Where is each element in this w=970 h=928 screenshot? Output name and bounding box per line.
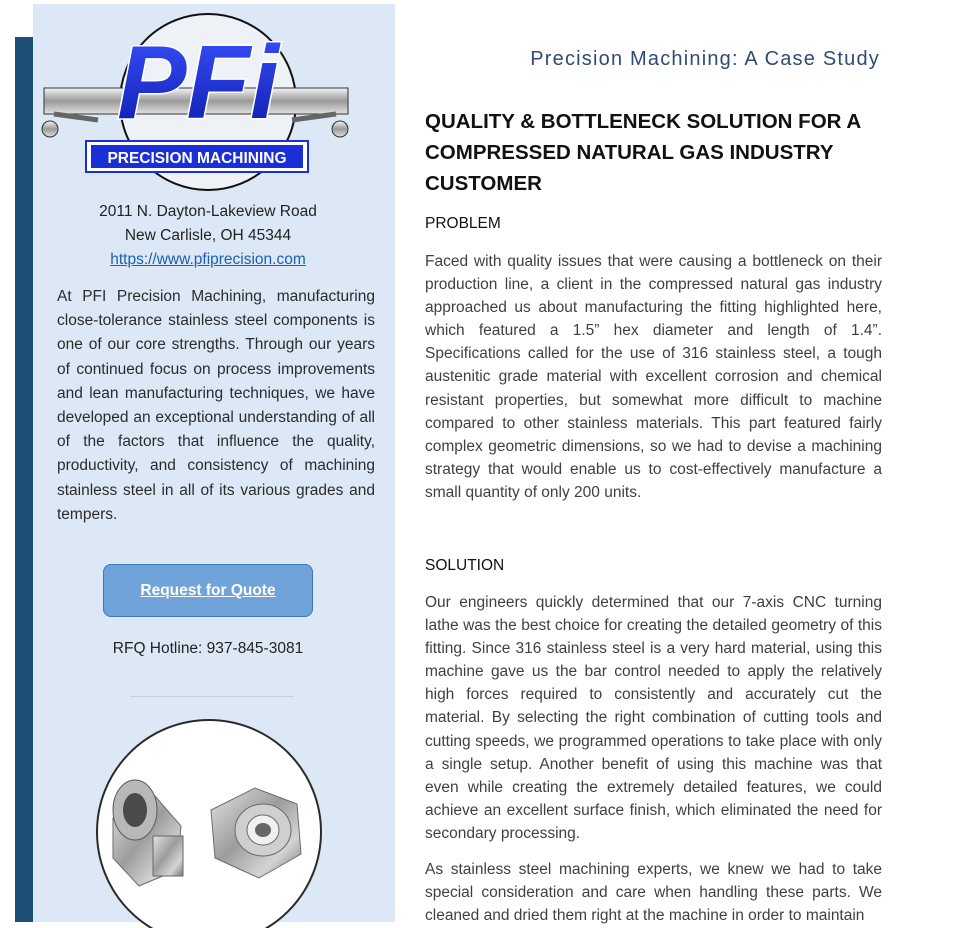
fitting-photo [95,718,323,928]
article-headline: QUALITY & BOTTLENECK SOLUTION FOR A COMPRESSED NATURAL GAS INDUSTRY CUSTOMER [425,110,861,195]
solution-text-continued: As stainless steel machining experts, we knew we had to take special consideration and care when handling these parts. We cleaned and dried them right at the machine in order to maintain [425,861,882,925]
problem-text: Faced with quality issues that were causing a bottleneck on their production line, a client in the compressed natural gas industry approached us about manufacturing the fitting highlighted here, which featured a 1.5” hex diameter and length of 1.4”. Specifications called for the use of 316 stainless steel, a tough austenitic grade material with excellent corrosion and chemical resistant properties, but somewhat more difficult to machine compared to other stainless materials. This part featured fairly complex geometric dimensions, so we had to devise a machining strategy that would enable us to cost-effectively manufacture a small quantity of only 200 units. [425,253,882,501]
page-title: Precision Machining: A Case Study [530,48,880,70]
logo-wordmark: PFi [117,25,279,141]
website-link[interactable]: https://www.pfiprecision.com [110,251,306,268]
rfq-hotline: RFQ Hotline: 937-845-3081 [112,640,304,657]
divider [130,696,294,697]
request-quote-button[interactable] [103,564,313,617]
solution-heading: SOLUTION [425,557,505,574]
pfi-logo [40,10,352,195]
contact-address [33,200,383,272]
request-quote-label: Request for Quote [140,581,276,599]
logo-tagline: PRECISION MACHINING [107,150,287,167]
address-city: New Carlisle, OH 45344 [124,227,292,244]
accent-bar [15,37,33,922]
intro-paragraph: At PFI Precision Machining, manufacturing close-tolerance stainless steel components is one of our core strengths. Through our years of continued focus on process improvements and lean manufacturing techniques, we have developed an exceptional understanding of all of the factors that influence the quality, productivity, and consistency of machining stainless steel in all of its various grades and tempers. [57,288,375,523]
solution-text: Our engineers quickly determined that our 7-axis CNC turning lathe was the best choice for creating the detailed geometry of this fitting. Since 316 stainless steel is a very hard material, using this machine gave us the bar control needed to apply the relatively high forces required to consistently and accurately cut the material. By selecting the right combination of cutting tools and cutting speeds, we programmed operations to take place with only a single setup. Another benefit of using this machine was that even while creating the extremely detailed features, we could achieve an excellent surface finish, which eliminated the need for secondary processing. [425,594,882,842]
problem-heading: PROBLEM [425,215,501,232]
address-street: 2011 N. Dayton-Lakeview Road [99,203,317,220]
